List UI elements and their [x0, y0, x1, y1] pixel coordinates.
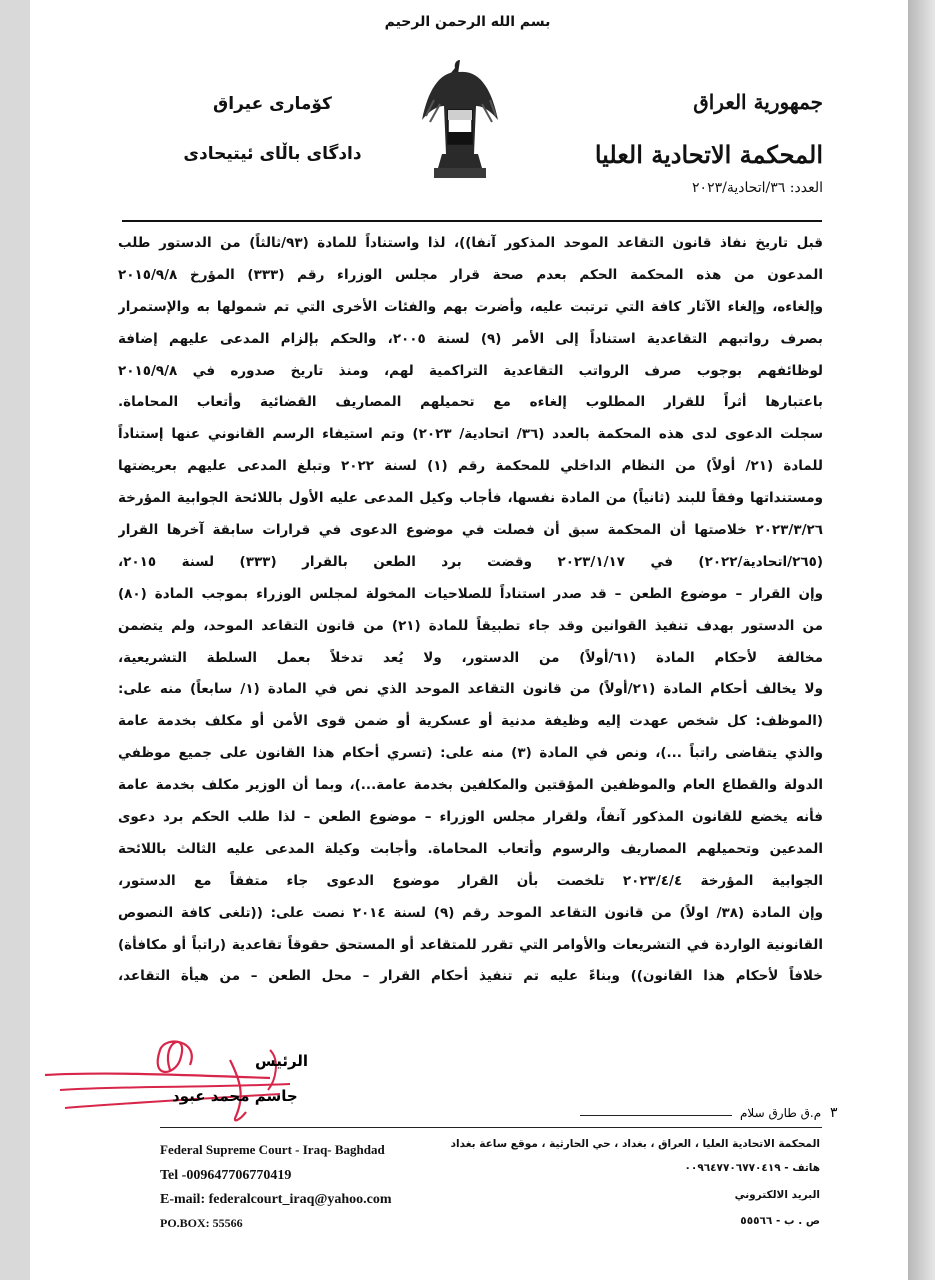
- body-line: من الدستور بهدف تنفيذ القوانين وقد جاء تطبيقاً للمادة (٢١) من قانون التقاعد الموحد، ولم يتضمن: [118, 617, 823, 634]
- body-line: الجوابية المؤرخة ٢٠٢٣/٤/٤ تلخصت بأن القرار موضوع الدعوى جاء متفقاً مع الدستور،: [118, 872, 823, 889]
- header-kurdish-court: دادگاى باڵاى ئيتيحادى: [183, 144, 362, 164]
- footer-telephone: Tel -009647706770419: [160, 1168, 292, 1183]
- header-country: جمهورية العراق: [693, 90, 823, 114]
- body-line: ومستنداتها وفقاً للبند (ثانياً) من المادة نفسها، فأجاب وكيل المدعى عليه الأول باللائحة الجوابية المؤرخة: [118, 490, 823, 507]
- body-line: بصرف رواتبهم التقاعدية استناداً إلى الأمر (٩) لسنة ٢٠٠٥، والحكم بإلزام المدعى عليهم إضافة: [118, 330, 823, 347]
- body-line: للمادة (٢١/ أولاً) من النظام الداخلي للمحكمة رقم (١) لسنة ٢٠٢٢ وتبلغ المدعى عليهم بعريضتها: [118, 458, 823, 475]
- typist-initials: م.ق طارق سلام: [740, 1106, 822, 1120]
- header-kurdish-country: كۆمارى عيراق: [213, 94, 332, 114]
- page-edge-shadow: [908, 0, 935, 1280]
- body-line: المدعين وتحميلهم المصاريف والرسوم وأتعاب المحاماة. وأجابت وكيلة المدعى عليه الثالث باللائحة: [118, 840, 823, 857]
- body-line: ٢٠٢٣/٣/٢٦ خلاصتها أن المحكمة سبق أن فصلت في موضوع الدعوى في قرارات سابقة آخرها القرار: [118, 522, 823, 539]
- body-line: لوظائفهم بوجوب صرف الرواتب التقاعدية التراكمية لهم، ومنذ تاريخ صدوره في ٢٠١٥/٩/٨: [118, 362, 823, 379]
- body-line: (الموظف: كل شخص عهدت إليه وظيفة مدنية أو عسكرية أو ضمن قوى الأمن أو مكلف بخدمة عامة: [118, 713, 823, 730]
- body-line: ولا يخالف أحكام المادة (٢١/أولاً) من قانون التقاعد الموحد الذي نص في المادة (١/ سابعاً) منه على:: [118, 681, 823, 698]
- body-line: سجلت الدعوى لدى هذه المحكمة بالعدد (٣٦/ اتحادية/ ٢٠٢٣) وتم استيفاء الرسم القانوني عنها إستناداً: [118, 426, 823, 443]
- header-court-name: المحكمة الاتحادية العليا: [594, 140, 823, 169]
- body-line: وإن المادة (٣٨/ اولاً) من قانون التقاعد الموحد رقم (٩) لسنة ٢٠١٤ نصت على: ((تلغى كافة النصوص: [118, 904, 823, 921]
- body-line: القانونية الواردة في التشريعات والأوامر التي تقرر للمتقاعد أو المستحق حقوقاً تقاعدية (راتباً أو مكافأة): [118, 936, 823, 953]
- header-case-number: العدد: ٣٦/اتحادية/٢٠٢٣: [692, 180, 823, 196]
- body-line: وإن القرار – موضوع الطعن – قد صدر استناداً للصلاحيات المخولة لمجلس الوزراء بموجب المادة (٨٠): [118, 585, 823, 602]
- typist-rule: [580, 1115, 732, 1116]
- iraq-eagle-emblem-icon: [420, 50, 500, 190]
- footer-ar-email-label: البريد الالكتروني: [734, 1189, 820, 1201]
- body-line: خلافاً لأحكام هذا القانون)) وبناءً عليه تم تنفيذ أحكام القرار – محل الطعن – من هيأة التقاعد،: [118, 968, 823, 985]
- body-line: قبل تاريخ نفاذ قانون التقاعد الموحد المذكور آنفا))، لذا واستناداً للمادة (٩٣/ثالثاً) من الدستور طلب: [118, 235, 823, 251]
- body-line: فأنه يخضع للقانون المذكور آنفاً، ولقرار مجلس الوزراء – موضوع الطعن – لذا طلب الحكم برد دعوى: [118, 809, 823, 826]
- judgment-body-text: [118, 228, 823, 993]
- body-line: وإلغاءه، وإلغاء الآثار كافة التي ترتبت عليه، وأضرت بهم والفئات الأخرى التي تم شمولها به والإستمرار: [118, 298, 823, 315]
- footer-ar-telephone: هاتف - ٠٠٩٦٤٧٧٠٦٧٧٠٤١٩: [684, 1162, 820, 1174]
- header-divider: [122, 220, 822, 222]
- body-line: الدولة والقطاع العام والموظفين المؤقتين والمكلفين بخدمة عامة...)، وبما أن الوزير مكلف بخدمة عامة: [118, 777, 823, 794]
- body-line: (٢٦٥/اتحادية/٢٠٢٢) في ٢٠٢٣/١/١٧ وقضت برد الطعن بالقرار (٣٣٣) لسنة ٢٠١٥،: [118, 553, 823, 570]
- signatory-title: الرئيس: [255, 1052, 309, 1070]
- bismillah-heading: بسم الله الرحمن الرحيم: [384, 14, 551, 30]
- footer-po-box: PO.BOX: 55566: [160, 1216, 243, 1230]
- body-line: والذي يتقاضى راتباً ...)، ونص في المادة (٣) منه على: (تسري أحكام هذا القانون على جميع موظفي: [118, 745, 823, 762]
- body-line: باعتبارها أثراً للقرار المطلوب إلغاءه مع تحميلهم المصاريف القضائية وأتعاب المحاماة.: [118, 394, 823, 411]
- page-number: ٣: [830, 1105, 838, 1121]
- footer-email: E-mail: federalcourt_iraq@yahoo.com: [160, 1192, 392, 1207]
- footer-ar-po-box: ص . ب - ٥٥٥٦٦: [740, 1215, 820, 1227]
- body-line: المدعون من هذه المحكمة الحكم بعدم صحة قرار مجلس الوزراء رقم (٣٣٣) المؤرخ ٢٠١٥/٩/٨: [118, 266, 823, 283]
- body-line: مخالفة لأحكام المادة (٦١/أولاً) من الدستور، ولا يُعد تدخلاً بعمل السلطة التشريعية،: [118, 649, 823, 666]
- president-signature: [40, 1020, 340, 1130]
- footer-divider: [160, 1127, 822, 1128]
- footer-ar-address: المحكمة الاتحادية العليا ، العراق ، بغداد ، حي الحارثية ، موقع ساعة بغداد: [450, 1138, 820, 1150]
- footer-court-address: Federal Supreme Court - Iraq- Baghdad: [160, 1142, 385, 1157]
- signatory-name: جاسم محمد عبود: [172, 1087, 298, 1105]
